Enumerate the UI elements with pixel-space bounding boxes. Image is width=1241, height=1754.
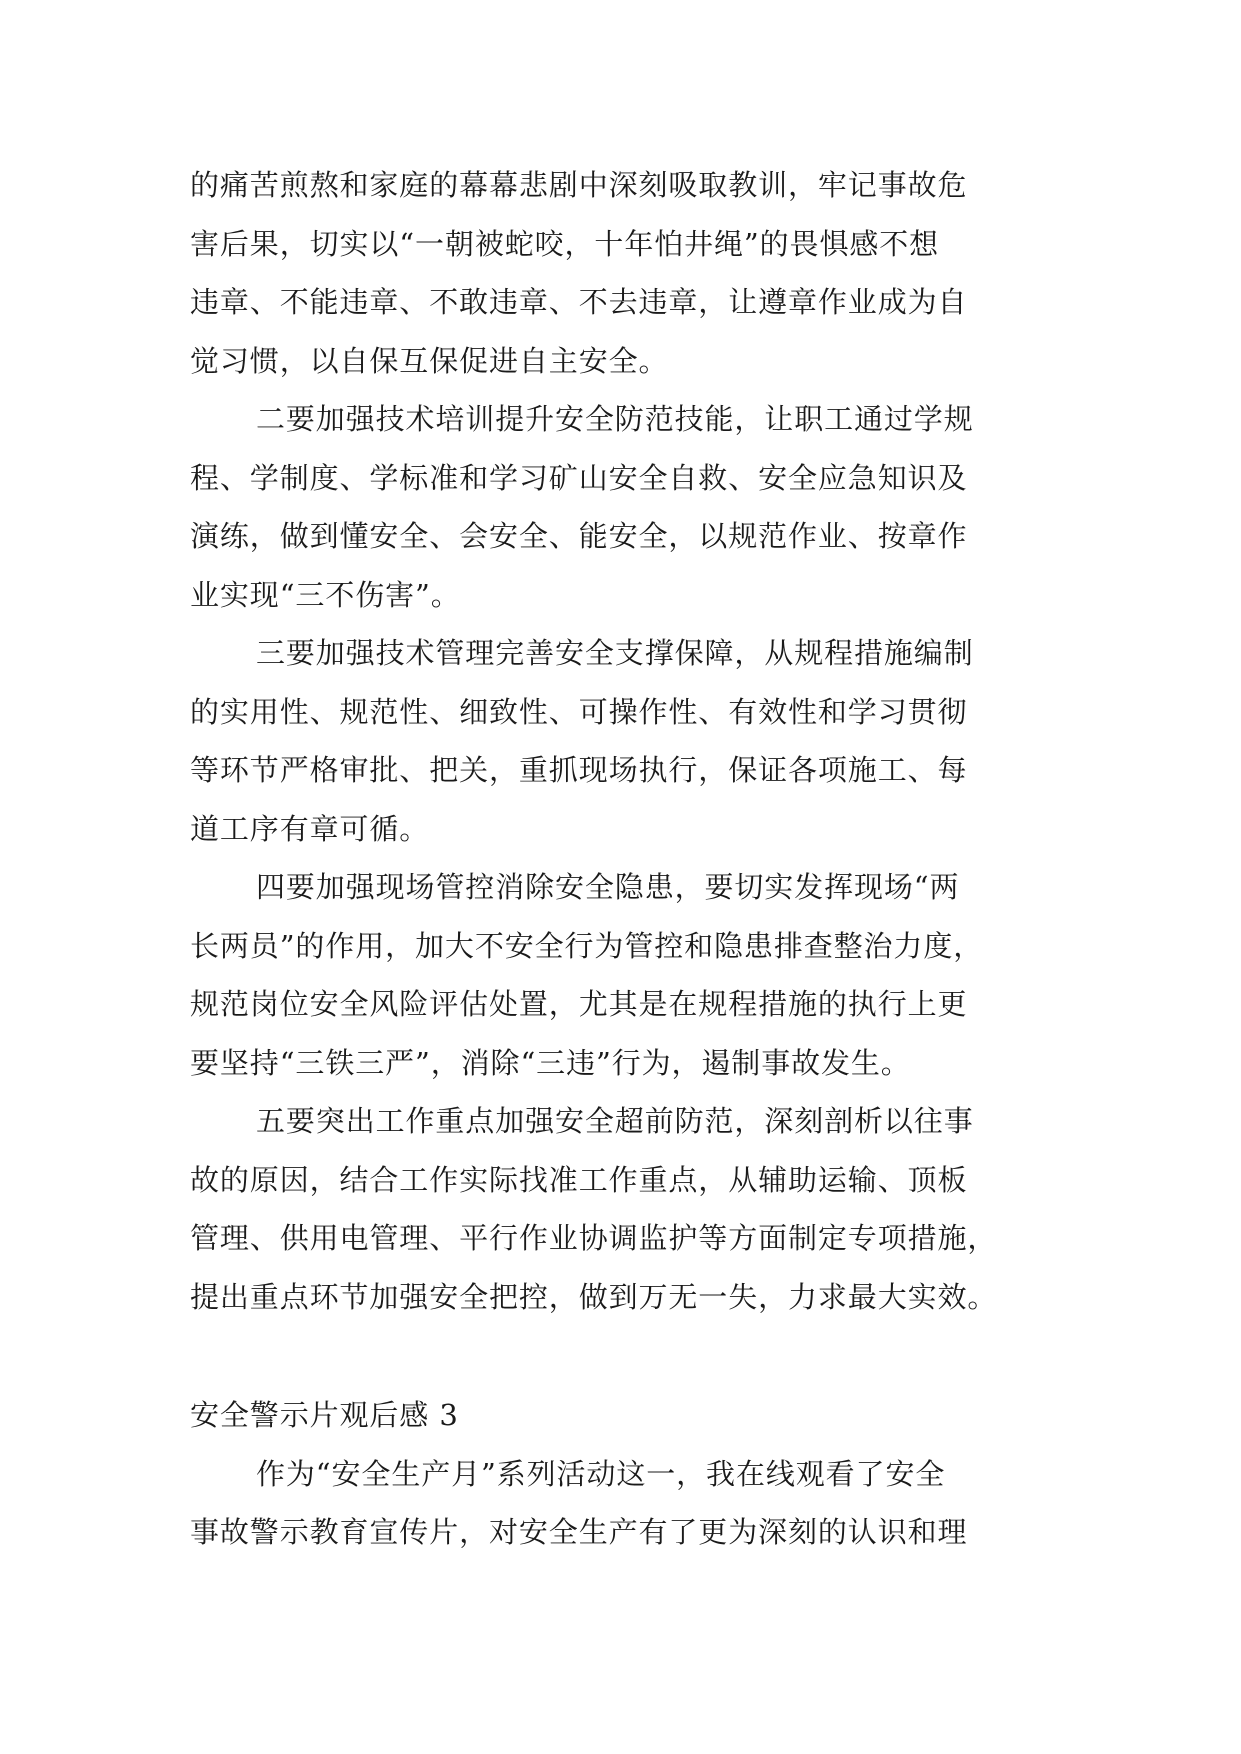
- text-line: 长两员”的作用，加大不安全行为管控和隐患排查整治力度，: [190, 928, 984, 963]
- text-line: 提出重点环节加强安全把控，做到万无一失，力求最大实效。: [190, 1279, 998, 1314]
- body-text-block: [190, 156, 1052, 1326]
- text-line: 程、学制度、学标准和学习矿山安全自救、安全应急知识及: [190, 460, 968, 495]
- text-line: 觉习惯，以自保互保促进自主安全。: [190, 343, 669, 378]
- text-line: 规范岗位安全风险评估处置，尤其是在规程措施的执行上更: [190, 987, 968, 1021]
- text-line: 等环节严格审批、把关，重抓现场执行，保证各项施工、每: [190, 753, 968, 787]
- text-line: 业实现“三不伤害”。: [190, 577, 461, 612]
- text-line: 的痛苦煎熬和家庭的幕幕悲剧中深刻吸取教训，牢记事故危: [190, 168, 968, 202]
- text-line: 的实用性、规范性、细致性、可操作性、有效性和学习贯彻: [190, 694, 968, 729]
- text-line: 事故警示教育宣传片，对安全生产有了更为深刻的认识和理: [190, 1515, 968, 1549]
- paragraph-first-line: 三要加强技术管理完善安全支撑保障，从规程措施编制: [256, 636, 974, 670]
- text-line: 故的原因，结合工作实际找准工作重点，从辅助运输、顶板: [190, 1162, 968, 1197]
- text-line: 管理、供用电管理、平行作业协调监护等方面制定专项措施，: [190, 1221, 998, 1255]
- text-line: 害后果，切实以“一朝被蛇咬，十年怕井绳”的畏惧感不想: [190, 226, 940, 261]
- paragraph-first-line: 二要加强技术培训提升安全防范技能，让职工通过学规: [256, 402, 974, 436]
- paragraph-first-line: 五要突出工作重点加强安全超前防范，深刻剖析以往事: [256, 1104, 974, 1138]
- text-line: 违章、不能违章、不敢违章、不去违章，让遵章作业成为自: [190, 285, 968, 319]
- section-block: [190, 1386, 1052, 1562]
- paragraph-first-line: 四要加强现场管控消除安全隐患，要切实发挥现场“两: [256, 870, 960, 904]
- text-line: 道工序有章可循。: [190, 811, 430, 846]
- text-line: 要坚持“三铁三严”，消除“三违”行为，遏制事故发生。: [190, 1045, 911, 1080]
- paragraph-first-line: 作为“安全生产月”系列活动这一，我在线观看了安全: [256, 1456, 946, 1491]
- section-title: 安全警示片观后感 3: [190, 1398, 459, 1432]
- text-line: 演练，做到懂安全、会安全、能安全，以规范作业、按章作: [190, 519, 968, 553]
